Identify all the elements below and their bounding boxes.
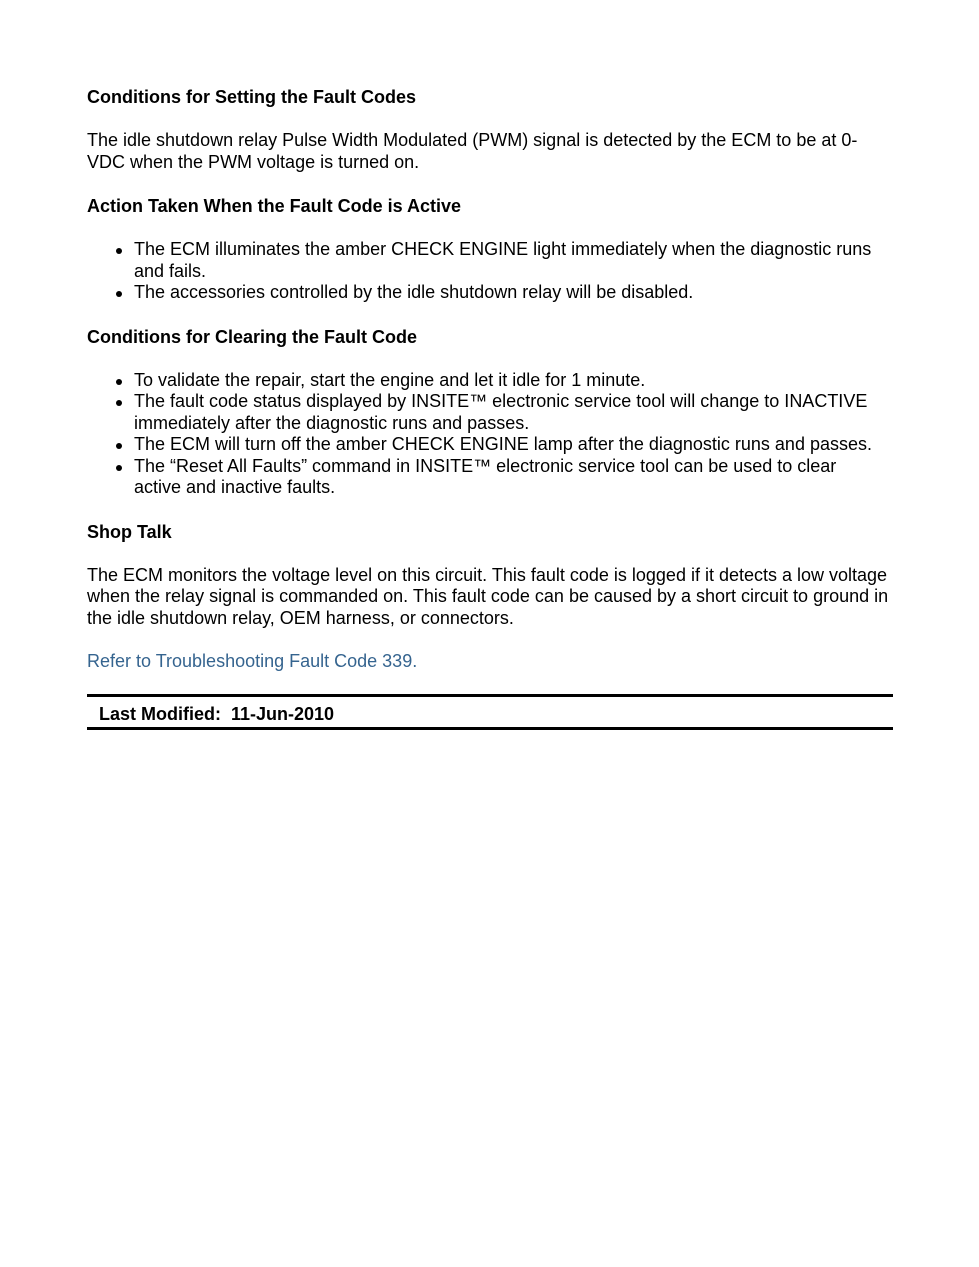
document-page — [87, 86, 893, 730]
list-item — [87, 434, 893, 456]
last-modified-bar — [87, 694, 893, 730]
list-item-text: The ECM illuminates the amber CHECK ENGINE light immediately when the diagnostic runs and fails. — [134, 239, 872, 281]
last-modified-label: Last Modified: 11-Jun-2010 — [99, 703, 335, 724]
list-item — [87, 456, 893, 499]
list-item-text: The ECM will turn off the amber CHECK ENGINE lamp after the diagnostic runs and passes. — [134, 434, 872, 454]
list-item-text: The accessories controlled by the idle shutdown relay will be disabled. — [134, 282, 694, 302]
bullet-icon — [116, 443, 122, 449]
list-item — [87, 391, 893, 434]
bullet-icon — [116, 400, 122, 406]
bullet-icon — [116, 248, 122, 254]
bullet-icon — [116, 291, 122, 297]
paragraph-setting-conditions: The idle shutdown relay Pulse Width Modulated (PWM) signal is detected by the ECM to be at 0-VDC when the PWM voltage is turned on. — [87, 130, 858, 172]
bullet-icon — [116, 465, 122, 471]
list-item — [87, 239, 893, 282]
heading-setting-conditions: Conditions for Setting the Fault Codes — [87, 87, 416, 107]
heading-shop-talk: Shop Talk — [87, 521, 172, 542]
list-item-text: The “Reset All Faults” command in INSITE™ electronic service tool can be used to clear active and inactive faults. — [134, 455, 837, 497]
list-item-text: To validate the repair, start the engine and let it idle for 1 minute. — [134, 369, 646, 390]
bullet-icon — [116, 379, 122, 385]
list-action-taken — [87, 239, 893, 304]
list-item-text: The fault code status displayed by INSITE™ electronic service tool will change to INACTIVE immediately after the diagnostic runs and passes. — [134, 391, 868, 433]
list-item — [87, 282, 893, 304]
list-clearing-conditions — [87, 370, 893, 499]
list-item — [87, 370, 893, 392]
troubleshooting-link[interactable]: Refer to Troubleshooting Fault Code 339. — [87, 651, 418, 671]
paragraph-shop-talk: The ECM monitors the voltage level on this circuit. This fault code is logged if it detects a low voltage when the relay signal is commanded on. This fault code can be caused by a short circuit to ground in the idle shutdown relay, OEM harness, or connectors. — [87, 564, 889, 628]
heading-clearing-conditions: Conditions for Clearing the Fault Code — [87, 326, 417, 347]
heading-action-taken: Action Taken When the Fault Code is Active — [87, 196, 462, 216]
